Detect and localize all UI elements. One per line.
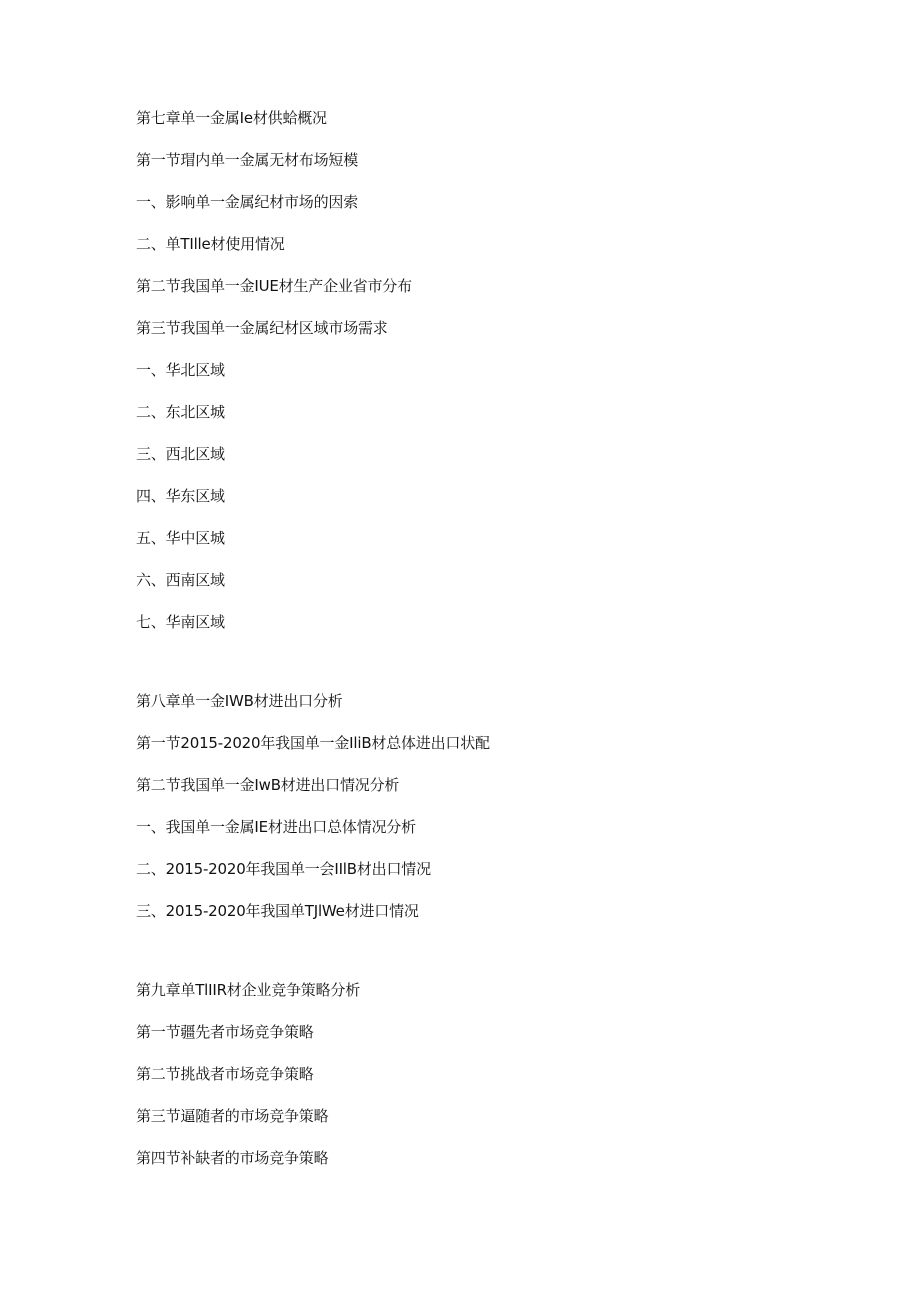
chapter-7-section-3: 第三节我国单一金属纪材区域市场需求: [136, 319, 388, 337]
chapter-7-section-1-item-1: 一、影响单一金属纪材市场的因索: [136, 193, 359, 211]
region-item-east-china: 四、华东区域: [136, 487, 225, 505]
region-item-northwest: 三、西北区域: [136, 445, 225, 463]
chapter-7-section-1-item-2: 二、单TIlle材使用情况: [136, 235, 285, 253]
chapter-8-section-2: 第二节我国单一金IwB材进出口情况分析: [136, 776, 400, 794]
region-item-central-china: 五、华中区城: [136, 529, 225, 547]
region-item-southwest: 六、西南区域: [136, 571, 225, 589]
chapter-8-section-2-item-2: 二、2015-2020年我国单一会IIlB材出口情况: [136, 860, 431, 878]
chapter-7-title: 第七章单一金属Ie材供蛤概况: [136, 109, 327, 127]
chapter-9-section-3: 第三节逼随者的市场竞争策略: [136, 1107, 329, 1125]
chapter-8-section-1: 第一节2015-2020年我国单一金IliB材总体进出口状配: [136, 734, 490, 752]
chapter-9-section-4: 第四节补缺者的市场竞争策略: [136, 1149, 329, 1167]
chapter-8-section-2-item-3: 三、2015-2020年我国单TJlWe材进口情况: [136, 902, 419, 920]
chapter-8-title: 第八章单一金IWB材进出口分析: [136, 692, 343, 710]
chapter-9-title: 第九章单TlIIR材企业竞争策略分析: [136, 981, 361, 999]
chapter-7-section-2: 第二节我国单一金IUE材生产企业省市分布: [136, 277, 412, 295]
chapter-8-section-2-item-1: 一、我国单一金属IE材进出口总体情况分析: [136, 818, 416, 836]
chapter-9-section-1: 第一节疆先者市场竞争策略: [136, 1023, 314, 1041]
region-item-north-china: 一、华北区域: [136, 361, 225, 379]
region-item-south-china: 七、华南区域: [136, 613, 225, 631]
chapter-7-section-1: 第一节瑁内单一金属无材布场短模: [136, 151, 359, 169]
region-item-northeast: 二、东北区城: [136, 403, 225, 421]
chapter-9-section-2: 第二节挑战者市场竞争策略: [136, 1065, 314, 1083]
